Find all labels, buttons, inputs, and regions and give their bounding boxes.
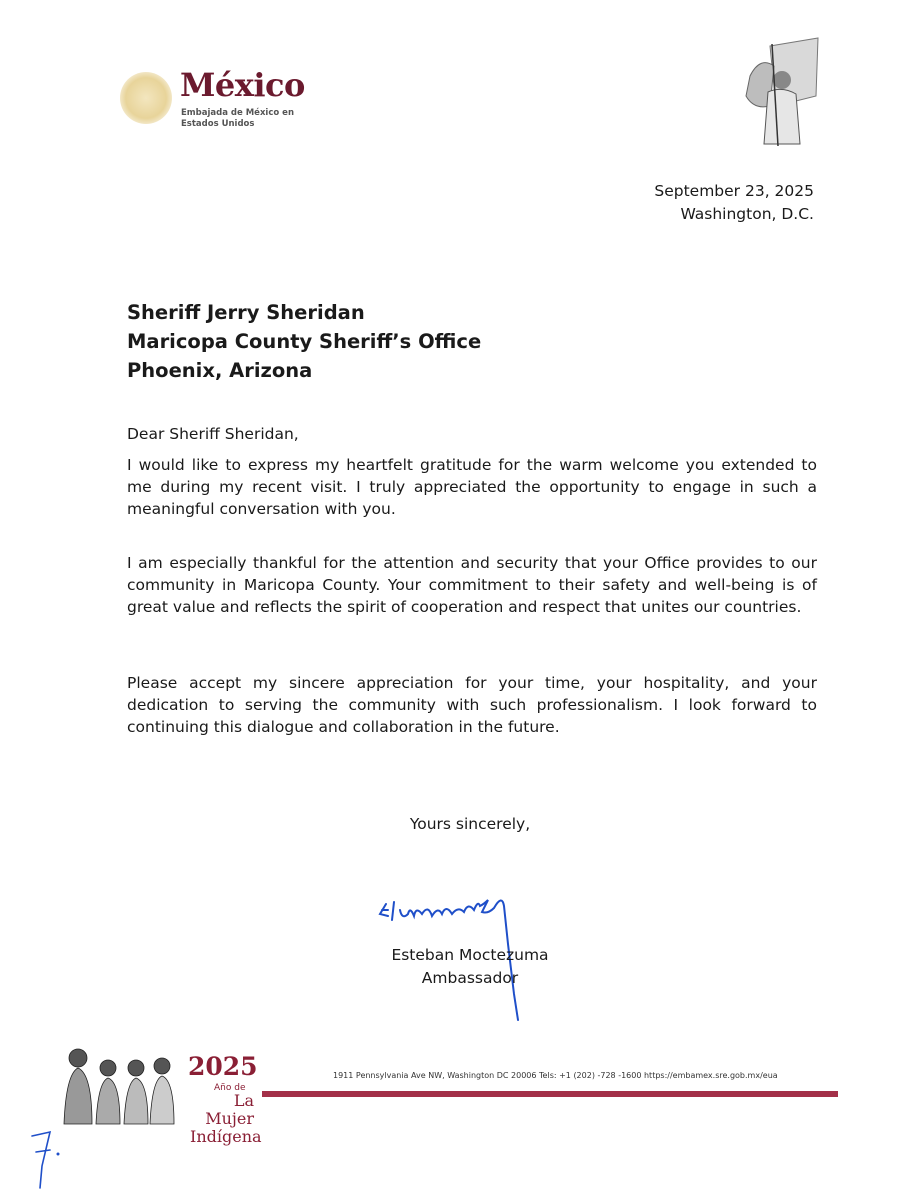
letterhead-subtitle <box>181 108 301 130</box>
date-block <box>654 180 814 226</box>
paragraph-2: I am especially thankful for the attention and security that your Office provides to our community in Maricopa County. Your commitment to their safety and well-being is of great value and reflects the spirit of cooperation and respect that unites our countries. <box>127 554 817 616</box>
recipient-location: Phoenix, Arizona <box>127 359 313 382</box>
signatory-name: Esteban Moctezuma <box>391 946 549 964</box>
signatory-title: Ambassador <box>421 969 519 987</box>
year-theme-line: Indígena <box>190 1127 262 1146</box>
letter-place: Washington, D.C. <box>680 205 814 223</box>
subtitle-line: Embajada de México en <box>181 108 294 118</box>
year-subtitle: Año de <box>214 1083 246 1093</box>
letter-date: September 23, 2025 <box>654 182 814 200</box>
embassy-address: 1911 Pennsylvania Ave NW, Washington DC 20006 Tels: +1 (202) -728 -1600 https://embamex.sre.gob.mx/eua <box>333 1071 778 1080</box>
recipient-block <box>127 298 481 385</box>
coat-of-arms-seal <box>120 72 172 124</box>
subtitle-line: Estados Unidos <box>181 119 255 129</box>
year-theme-line: La Mujer <box>205 1091 254 1128</box>
closing: Yours sincerely, <box>409 815 531 833</box>
paragraph-1: I would like to express my heartfelt gratitude for the warm welcome you extended to me during my recent visit. I truly appreciated the opportunity to engage in such a meaningful conversation with you. <box>127 456 817 518</box>
recipient-office: Maricopa County Sheriff’s Office <box>127 330 482 353</box>
year-badge: 2025 <box>188 1052 258 1081</box>
letterhead-brand: México <box>180 66 305 104</box>
recipient-name: Sheriff Jerry Sheridan <box>127 301 365 324</box>
footer-divider <box>262 1091 838 1097</box>
flag-bearer-illustration <box>740 36 820 148</box>
paragraph-3: Please accept my sincere appreciation for your time, your hospitality, and your dedication to serving the community with such professionalism. I look forward to continuing this dialogue and collaboration in the future. <box>127 674 817 736</box>
signatory-block <box>360 944 580 990</box>
indigenous-women-illustration <box>58 1038 183 1126</box>
handwritten-page-mark <box>28 1126 68 1196</box>
year-theme <box>190 1091 262 1146</box>
salutation: Dear Sheriff Sheridan, <box>127 425 299 443</box>
